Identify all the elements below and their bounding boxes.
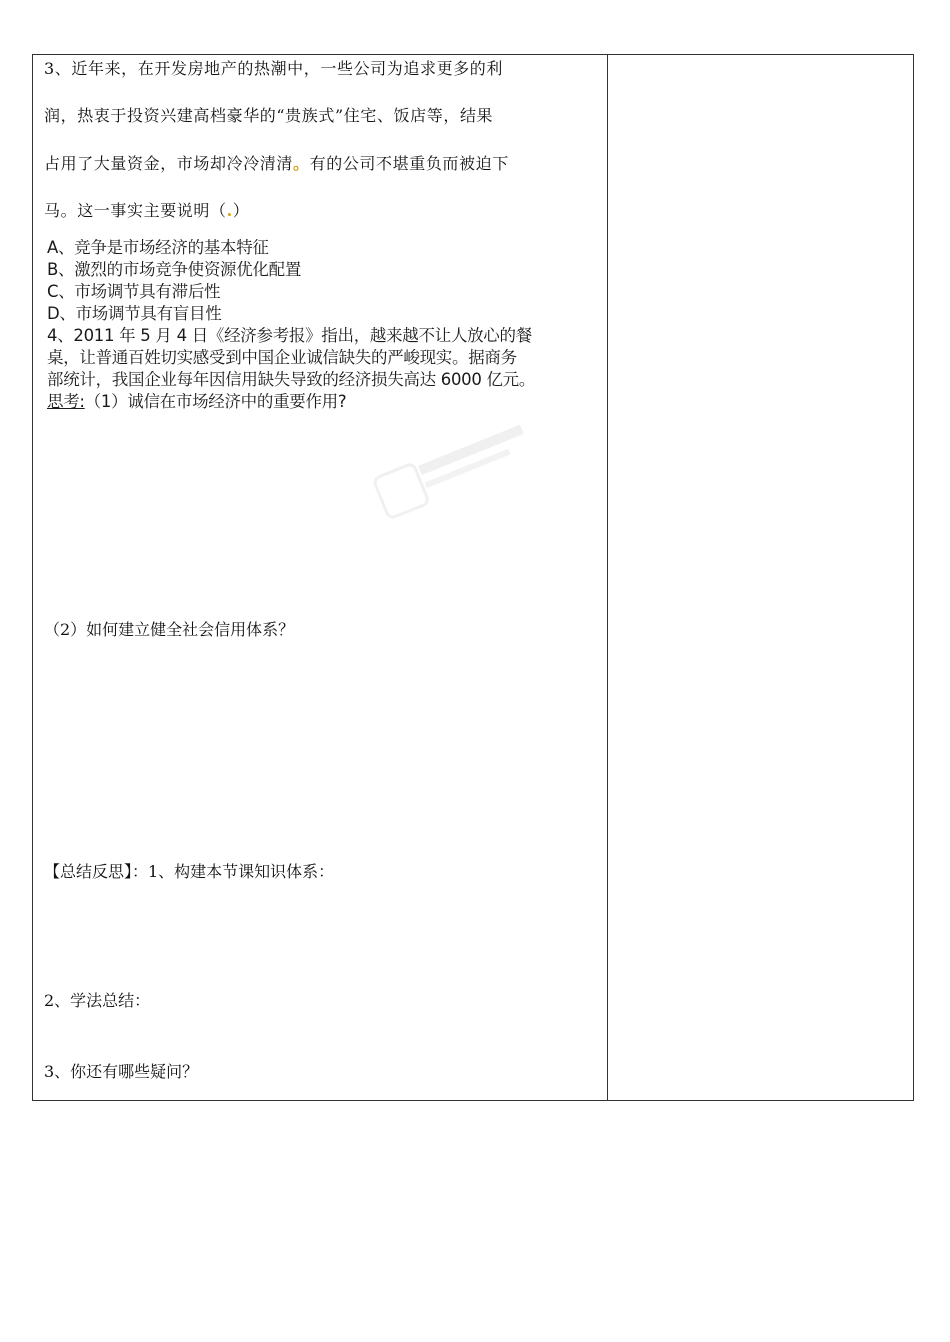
worksheet-table	[32, 54, 914, 1101]
question3-line3	[44, 154, 509, 174]
question3-line4-text-b: ）	[232, 201, 250, 220]
summary-item2: 2、学法总结：	[44, 991, 151, 1010]
question3-line4	[44, 201, 249, 221]
think-question-1: （1）诚信在市场经济中的重要作用?	[84, 392, 347, 411]
option-d: D、市场调节具有盲目性	[47, 304, 222, 323]
question3-line4-text-a: 马。这一事实主要说明（	[44, 201, 227, 220]
watermark-logo	[371, 422, 533, 534]
question4-line2: 桌，让普通百姓切实感受到中国企业诚信缺失的严峻现实。据商务	[47, 348, 517, 367]
think-line	[47, 392, 346, 412]
question3-line2: 润，热衷于投资兴建高档豪华的“贵族式”住宅、饭店等，结果	[44, 106, 494, 125]
summary-title: 【总结反思】：1、构建本节课知识体系：	[44, 862, 335, 881]
question4-sub2: （2）如何建立健全社会信用体系？	[44, 620, 295, 639]
question3-line1: 3、近年来，在开发房地产的热潮中，一些公司为追求更多的利	[44, 59, 503, 78]
question4-line3: 部统计，我国企业每年因信用缺失导致的经济损失高达 6000 亿元。	[47, 370, 536, 389]
option-c: C、市场调节具有滞后性	[47, 282, 221, 301]
question3-line3-text-a: 占用了大量资金，市场却冷冷清清	[44, 154, 294, 173]
think-label: 思考:	[47, 392, 85, 411]
column-divider	[607, 55, 608, 1100]
question3-line3-mark: 。	[293, 154, 310, 173]
content-cell	[33, 55, 607, 1100]
option-b: B、激烈的市场竞争使资源优化配置	[47, 260, 302, 279]
question4-line1: 4、2011 年 5 月 4 日《经济参考报》指出，越来越不让人放心的餐	[47, 326, 532, 345]
summary-item3: 3、你还有哪些疑问？	[44, 1062, 199, 1081]
scanned-image-block	[47, 238, 597, 413]
question3-line3-text-b: 有的公司不堪重负而被迫下	[309, 154, 509, 173]
answer-blank-mark: .	[226, 201, 233, 220]
option-a: A、竞争是市场经济的基本特征	[47, 238, 269, 257]
